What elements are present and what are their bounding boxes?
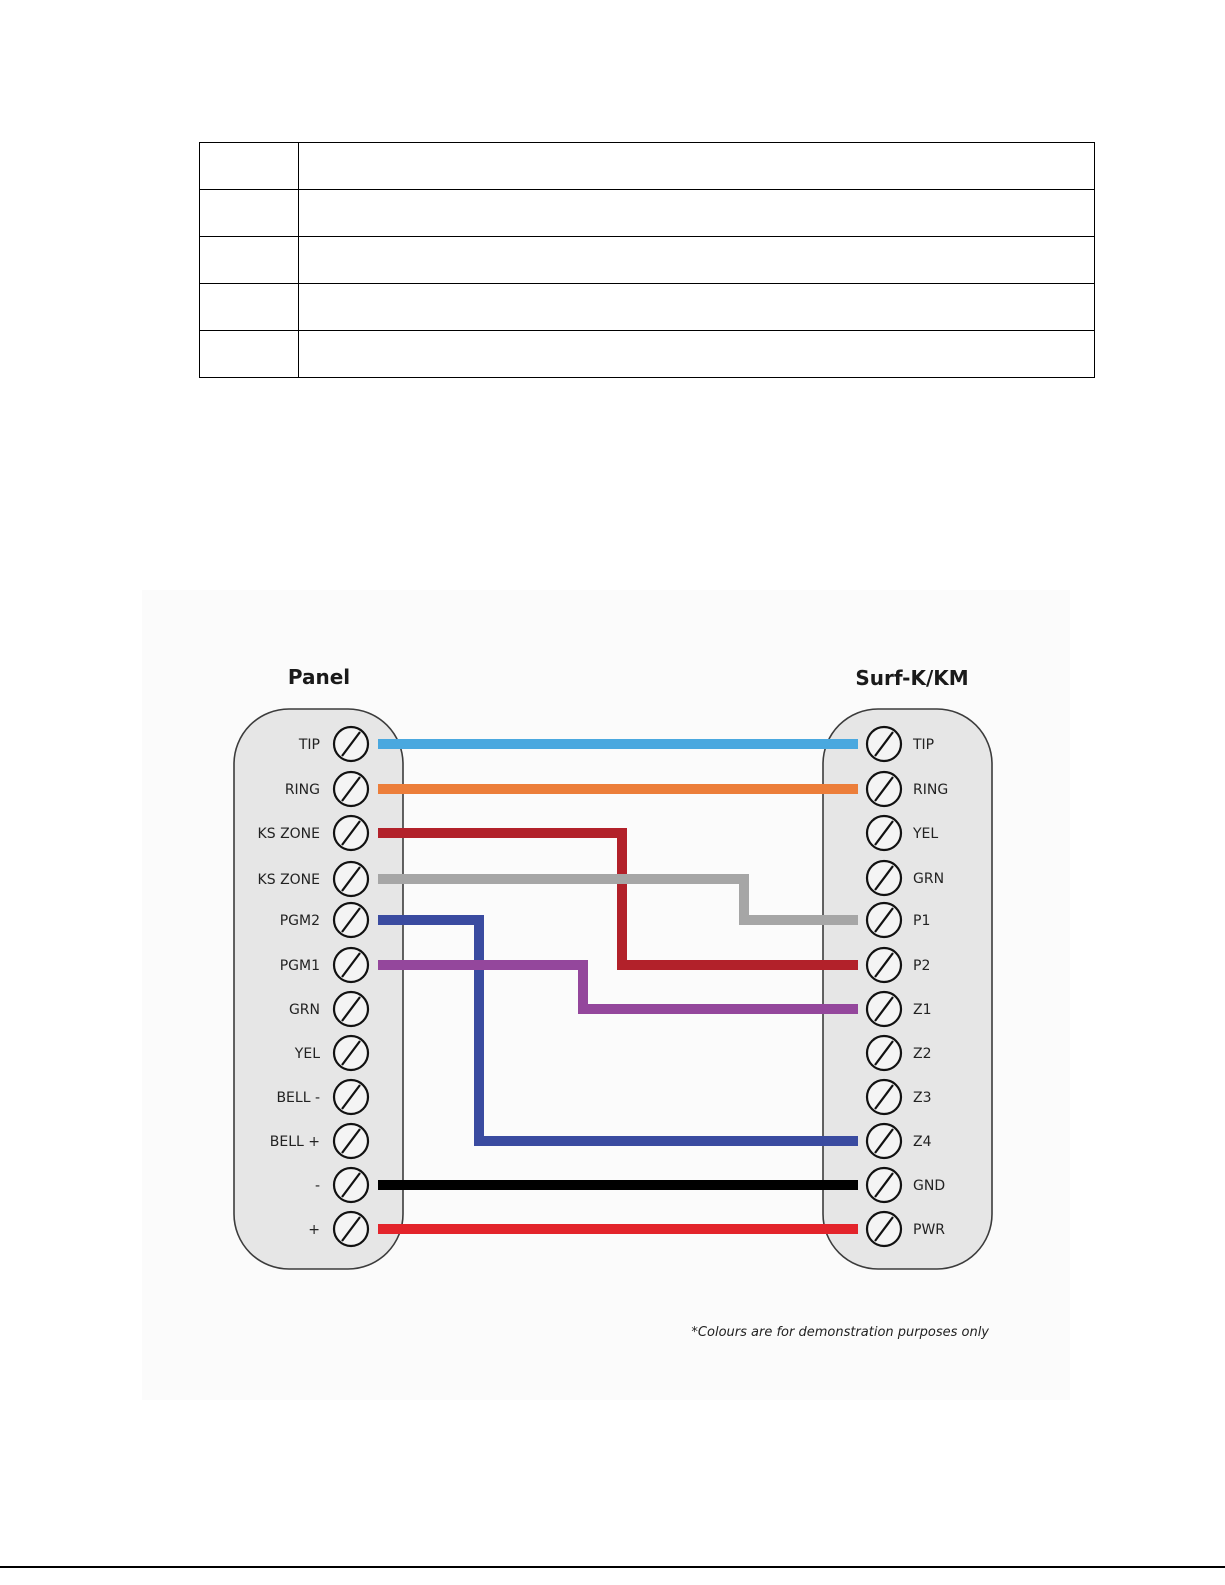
panel-terminal-label: PGM1 <box>279 958 320 974</box>
device-screw-icon <box>867 727 901 761</box>
panel-screw-icon <box>334 992 368 1026</box>
device-terminal-label: RING <box>913 782 949 798</box>
device-screw-icon <box>867 861 901 895</box>
panel-screw-icon <box>334 1168 368 1202</box>
panel-terminal-label: KS ZONE <box>257 872 320 888</box>
panel-screw-icon <box>334 772 368 806</box>
device-screw-icon <box>867 816 901 850</box>
device-screw-icon <box>867 1080 901 1114</box>
panel-terminal-label: YEL <box>294 1046 320 1062</box>
device-screw-icon <box>867 948 901 982</box>
device-screw-icon <box>867 772 901 806</box>
colour-note: *Colours are for demonstration purposes only <box>691 1325 989 1340</box>
device-screw-icon <box>867 903 901 937</box>
device-screw-icon <box>867 1168 901 1202</box>
device-title: Surf-K/KM <box>855 666 969 690</box>
device-terminal-label: Z2 <box>913 1046 932 1062</box>
panel-terminal-label: - <box>314 1178 320 1194</box>
wire-3 <box>378 833 858 965</box>
device-terminal-label: P2 <box>913 958 931 974</box>
device-terminal-label: GRN <box>913 871 945 887</box>
panel-screw-icon <box>334 903 368 937</box>
panel-screw-icon <box>334 1036 368 1070</box>
device-terminal-label: Z1 <box>913 1002 932 1018</box>
device-terminal-label: TIP <box>913 737 935 753</box>
wire-ends <box>378 744 858 1229</box>
device-terminal-label: Z3 <box>913 1090 932 1106</box>
panel-screw-icon <box>334 1124 368 1158</box>
panel-title: Panel <box>287 665 351 689</box>
device-terminal-label: PWR <box>913 1222 946 1238</box>
footer-rule <box>0 1566 1225 1568</box>
panel-terminal-label: RING <box>284 782 320 798</box>
panel-terminal-label: TIP <box>298 737 320 753</box>
wires <box>378 744 858 1229</box>
device-screw-icon <box>867 1212 901 1246</box>
panel-terminal-label: BELL + <box>269 1134 320 1150</box>
panel-terminal-label: KS ZONE <box>257 826 320 842</box>
device-screw-icon <box>867 992 901 1026</box>
device-terminal-label: GND <box>913 1178 946 1194</box>
device-screw-icon <box>867 1124 901 1158</box>
panel-terminal-label: GRN <box>288 1002 320 1018</box>
device-terminal-label: Z4 <box>913 1134 932 1150</box>
panel-screw-icon <box>334 1212 368 1246</box>
device-screw-icon <box>867 1036 901 1070</box>
panel-screw-icon <box>334 816 368 850</box>
device-terminal-label: YEL <box>913 826 939 842</box>
panel-terminal-label: BELL - <box>276 1090 320 1106</box>
panel-screw-icon <box>334 727 368 761</box>
panel-terminal-label: + <box>308 1222 320 1238</box>
wire-6 <box>378 965 858 1009</box>
panel-screw-icon <box>334 1080 368 1114</box>
device-terminal-label: P1 <box>913 913 931 929</box>
panel-screw-icon <box>334 862 368 896</box>
panel-terminal-label: PGM2 <box>279 913 320 929</box>
panel-screw-icon <box>334 948 368 982</box>
